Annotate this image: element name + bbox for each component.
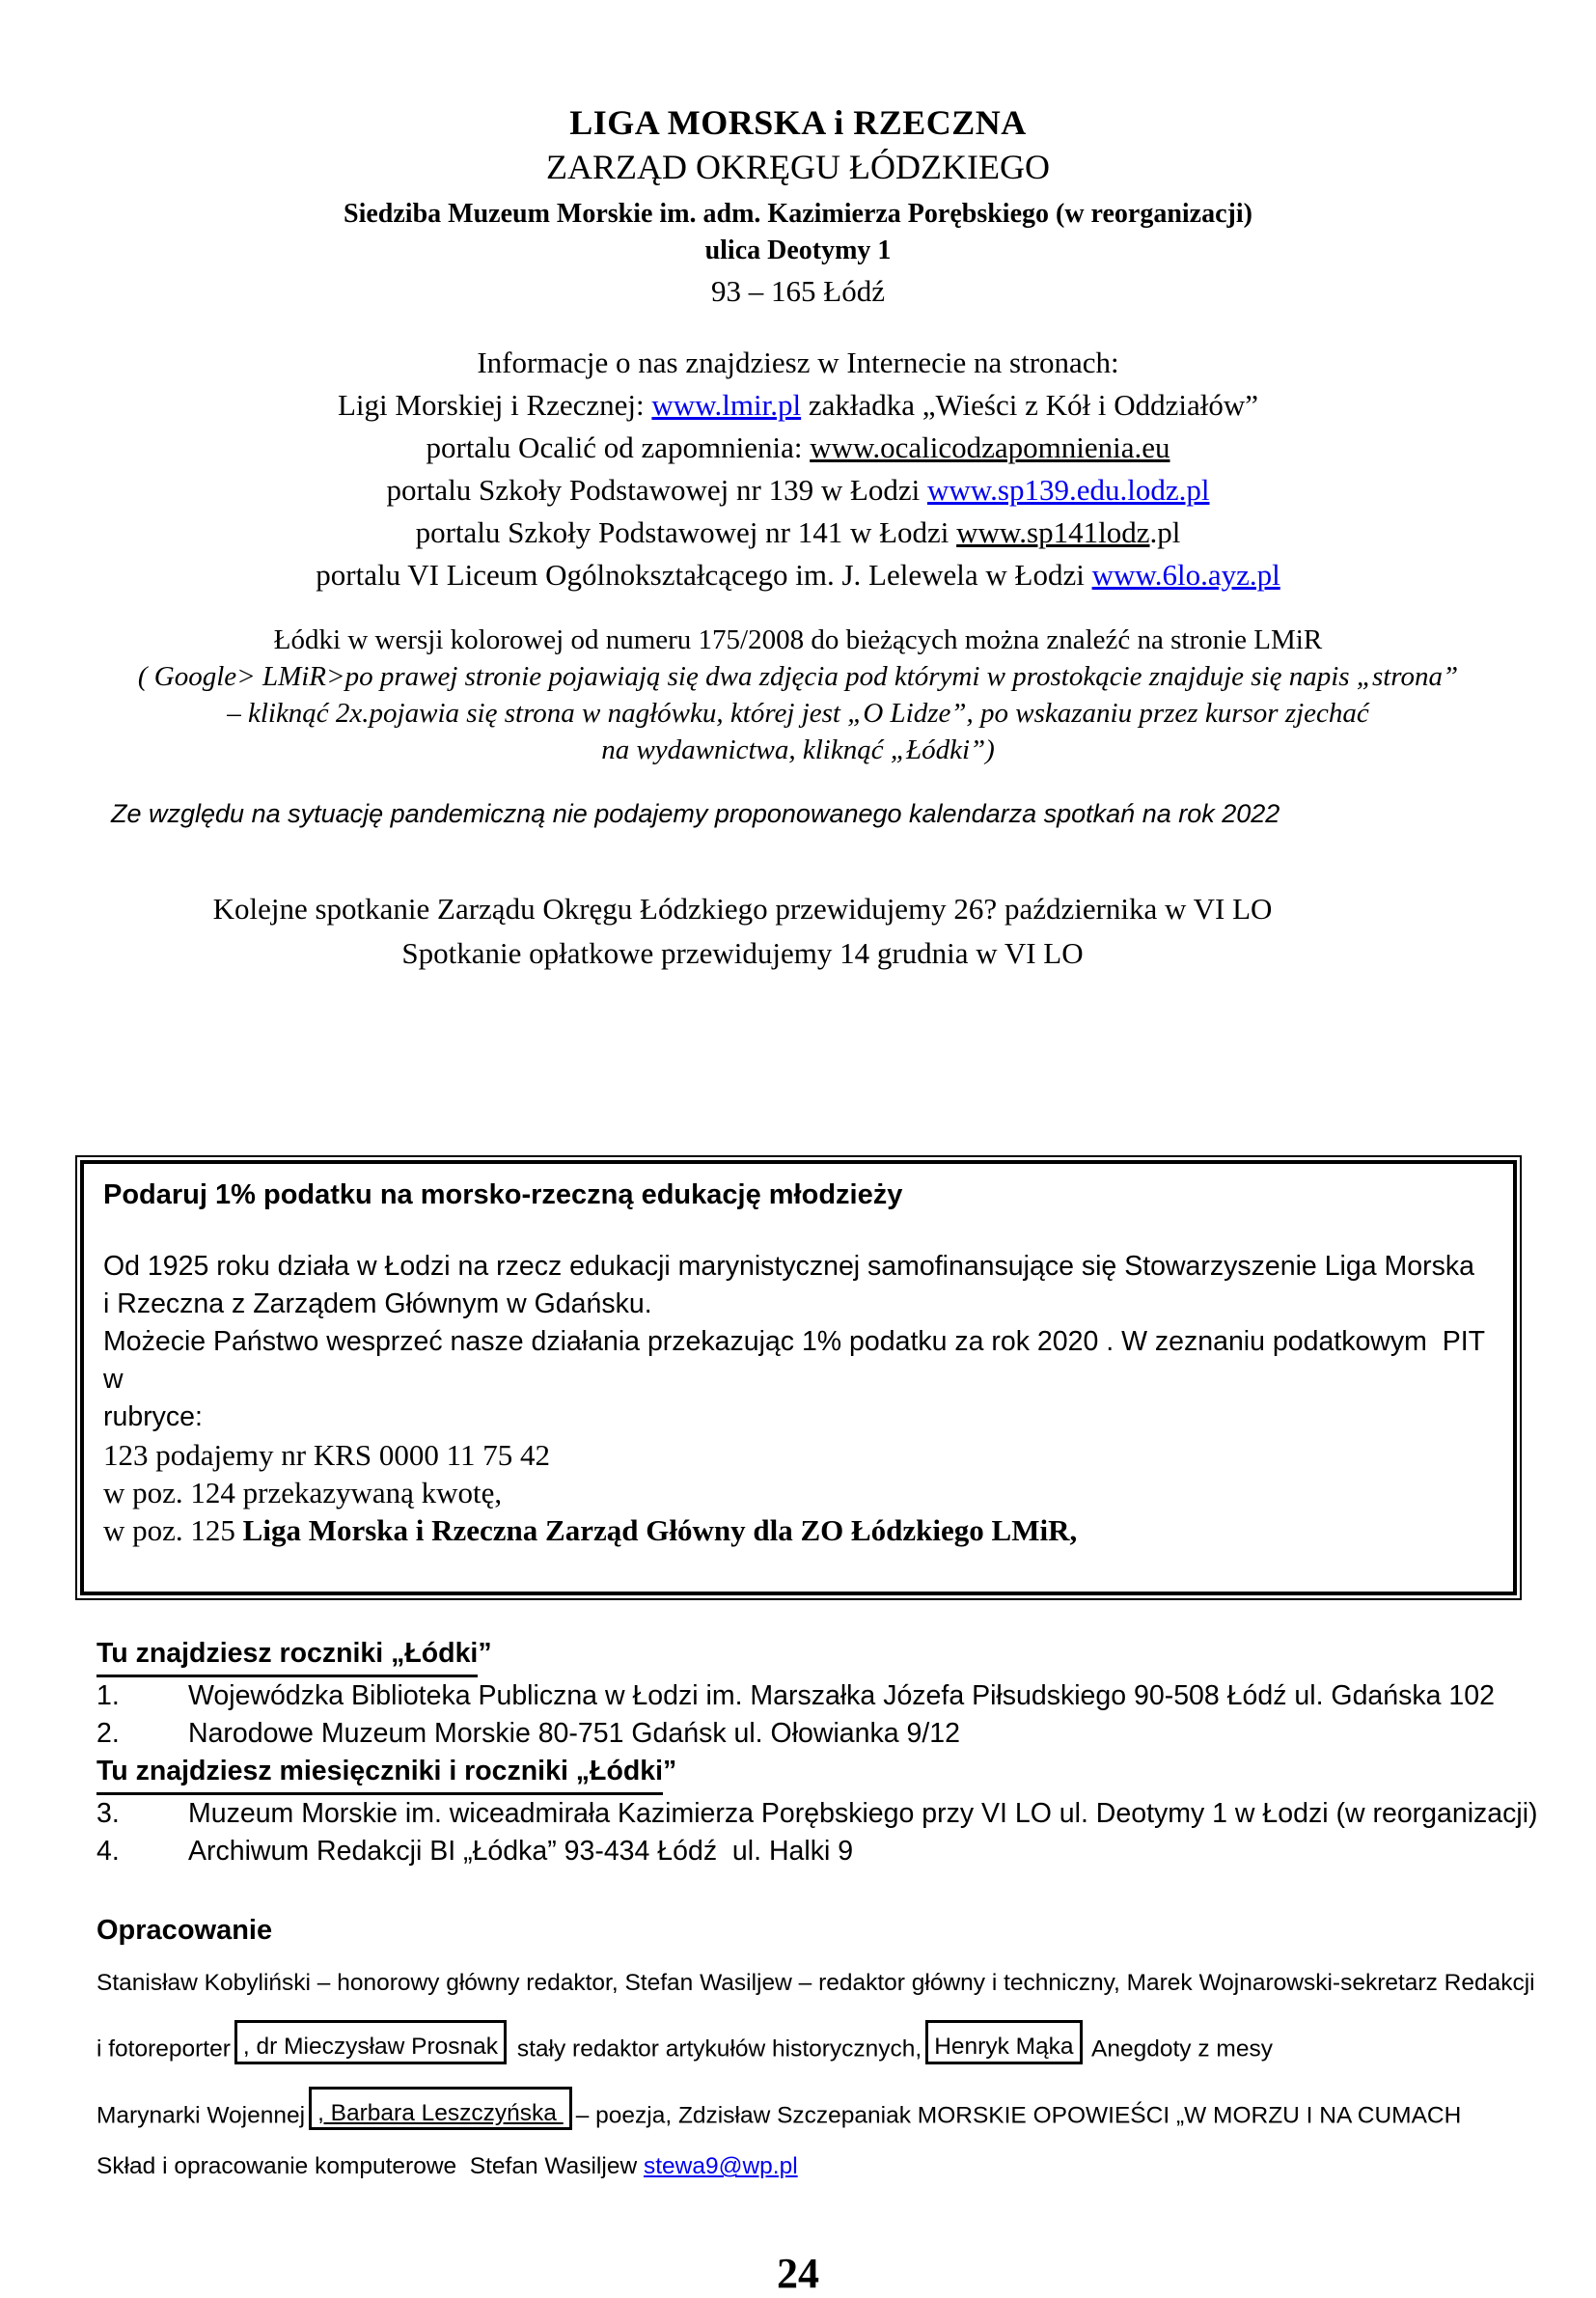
list-item xyxy=(96,1833,1596,1870)
org-subtitle: ZARZĄD OKRĘGU ŁÓDZKIEGO xyxy=(546,148,1050,186)
credits-line2-pre: i fotoreporter xyxy=(96,2035,231,2063)
archives-section xyxy=(0,1635,1596,1870)
credits-section xyxy=(0,1915,1596,2181)
item-text: Narodowe Muzeum Morskie 80-751 Gdańsk ul. Ołowianka 9/12 xyxy=(188,1718,960,1749)
credits-line2-post: Anegdoty z mesy xyxy=(1086,2035,1273,2063)
lodki-line2: ( Google> LMiR>po prawej stronie pojawiają się dwa zdjęcia pod którymi w prostokącie znajduje się napis „strona” xyxy=(137,661,1459,692)
meeting-line2: Spotkanie opłatkowe przewidujemy 14 grudnia w VI LO xyxy=(401,936,1084,970)
tax-paragraph-1b: i Rzeczna z Zarządem Głównym w Gdańsku. xyxy=(103,1288,652,1319)
tax-poz125-pre: w poz. 125 xyxy=(103,1513,243,1547)
list-item xyxy=(96,1715,1596,1753)
item-number: 1. xyxy=(96,1680,120,1711)
boxed-name-maka: Henryk Mąka xyxy=(925,2020,1082,2064)
credits-line3-post: – poezja, Zdzisław Szczepaniak MORSKIE OPOWIEŚCI „W MORZU I NA CUMACH xyxy=(575,2102,1462,2129)
6lo-pre: portalu VI Liceum Ogólnokształcącego im. J. Lelewela w Łodzi xyxy=(316,558,1092,592)
list-item xyxy=(96,1795,1596,1833)
link-line-sp141 xyxy=(0,512,1596,554)
archives-heading-2-underlined: Tu znajdziesz miesięczniki i roczniki „Łódki xyxy=(96,1753,663,1795)
internet-links-section xyxy=(0,342,1596,596)
link-line-ocalic xyxy=(0,427,1596,469)
tax-box-title: Podaruj 1% podatku na morsko-rzeczną edukację młodzieży xyxy=(103,1179,903,1210)
lodki-line3: – kliknąć 2x.pojawia się strona w nagłówku, której jest „O Lidze”, po wskazaniu przez kursor zjechać xyxy=(227,698,1369,729)
lodki-line1: Łódki w wersji kolorowej od numeru 175/2008 do bieżących można znaleźć na stronie LMiR xyxy=(273,624,1323,655)
list-item xyxy=(96,1677,1596,1715)
archives-heading-2-tail: ” xyxy=(663,1756,677,1786)
item-number: 4. xyxy=(96,1836,120,1867)
tax-krs-line: 123 podajemy nr KRS 0000 11 75 42 xyxy=(103,1438,550,1472)
credits-line-2 xyxy=(96,2020,1596,2064)
credits-line2-mid: stały redaktor artykułów historycznych, xyxy=(510,2035,922,2063)
lodki-line4: na wydawnictwa, kliknąć „Łódki”) xyxy=(601,734,995,765)
lmir-post: zakładka „Wieści z Kół i Oddziałów” xyxy=(801,388,1259,422)
page-number: 24 xyxy=(777,2250,819,2298)
tax-box-inner xyxy=(80,1160,1517,1595)
org-title: LIGA MORSKA i RZECZNA xyxy=(569,103,1027,142)
org-address-line2: ulica Deotymy 1 xyxy=(704,235,892,265)
link-line-lmir xyxy=(0,384,1596,427)
pandemic-note: Ze względu na sytuację pandemiczną nie podajemy proponowanego kalendarza spotkań na rok 2022 xyxy=(111,799,1280,828)
meeting-line1: Kolejne spotkanie Zarządu Okręgu Łódzkiego przewidujemy 26? października w VI LO xyxy=(212,892,1273,926)
ocalic-pre: portalu Ocalić od zapomnienia: xyxy=(426,430,811,464)
item-number: 3. xyxy=(96,1798,120,1829)
sp141-pre: portalu Szkoły Podstawowej nr 141 w Łodzi xyxy=(415,515,957,549)
lmir-link[interactable]: www.lmir.pl xyxy=(651,388,802,422)
link-line-6lo xyxy=(0,554,1596,596)
boxed-name-prosnak: , dr Mieczysław Prosnak xyxy=(234,2020,507,2064)
tax-box xyxy=(75,1155,1522,1600)
tax-poz124-line: w poz. 124 przekazywaną kwotę, xyxy=(103,1476,503,1509)
org-address-line3: 93 – 165 Łódź xyxy=(711,274,885,308)
credits-line-3 xyxy=(96,2087,1596,2131)
header xyxy=(0,0,1596,309)
sp141-link[interactable]: www.sp141lodz xyxy=(956,515,1150,549)
tax-paragraph-2b: rubryce: xyxy=(103,1401,203,1432)
archives-heading-1 xyxy=(96,1635,1596,1677)
lodki-info-section xyxy=(0,622,1596,768)
archives-heading-1-underlined: Tu znajdziesz roczniki „Łódki xyxy=(96,1635,478,1677)
item-text: Wojewódzka Biblioteka Publiczna w Łodzi im. Marszałka Józefa Piłsudskiego 90-508 Łódź ul. Gdańska 102 xyxy=(188,1680,1495,1711)
credits-line4-pre: Skład i opracowanie komputerowe Stefan Wasiljew xyxy=(96,2153,644,2180)
item-text: Muzeum Morskie im. wiceadmirała Kazimierza Porębskiego przy VI LO ul. Deotymy 1 w Łodzi (w reorganizacji) xyxy=(188,1798,1538,1829)
6lo-link[interactable]: www.6lo.ayz.pl xyxy=(1091,558,1280,592)
credits-line-1: Stanisław Kobyliński – honorowy główny redaktor, Stefan Wasiljew – redaktor główny i techniczny, Marek Wojnarowski-sekretarz Redakcji xyxy=(96,1970,1535,1996)
internet-intro: Informacje o nas znajdziesz w Internecie na stronach: xyxy=(477,346,1119,379)
item-text: Archiwum Redakcji BI „Łódka” 93-434 Łódź ul. Halki 9 xyxy=(188,1836,854,1867)
item-number: 2. xyxy=(96,1718,120,1749)
boxed-name-leszczynska: , Barbara Leszczyńska xyxy=(309,2087,572,2131)
tax-poz125-bold: Liga Morska i Rzeczna Zarząd Główny dla ZO Łódzkiego LMiR, xyxy=(242,1513,1078,1547)
org-address-line1: Siedziba Muzeum Morskie im. adm. Kazimierza Porębskiego (w reorganizacji) xyxy=(344,199,1252,229)
ocalic-link[interactable]: www.ocalicodzapomnienia.eu xyxy=(810,430,1170,464)
credits-heading: Opracowanie xyxy=(96,1915,273,1946)
credits-line3-pre: Marynarki Wojennej xyxy=(96,2102,306,2129)
archives-heading-1-tail: ” xyxy=(478,1638,492,1669)
tax-poz125-line xyxy=(103,1511,1490,1549)
tax-paragraph-1a: Od 1925 roku działa w Łodzi na rzecz edukacji marynistycznej samofinansujące się Stowarzyszenie Liga Morska xyxy=(103,1251,1474,1282)
meetings-section xyxy=(0,887,1596,976)
email-link[interactable]: stewa9@wp.pl xyxy=(643,2153,798,2180)
sp139-pre: portalu Szkoły Podstawowej nr 139 w Łodzi xyxy=(386,473,928,507)
sp139-link[interactable]: www.sp139.edu.lodz.pl xyxy=(927,473,1210,507)
link-line-sp139 xyxy=(0,469,1596,512)
tax-paragraph-2a: Możecie Państwo wesprzeć nasze działania przekazując 1% podatku za rok 2020 . W zeznaniu podatkowym PIT w xyxy=(103,1326,1493,1395)
credits-line-4 xyxy=(96,2152,1596,2181)
lmir-pre: Ligi Morskiej i Rzecznej: xyxy=(337,388,652,422)
sp141-post: .pl xyxy=(1149,515,1181,549)
archives-heading-2 xyxy=(96,1753,1596,1795)
